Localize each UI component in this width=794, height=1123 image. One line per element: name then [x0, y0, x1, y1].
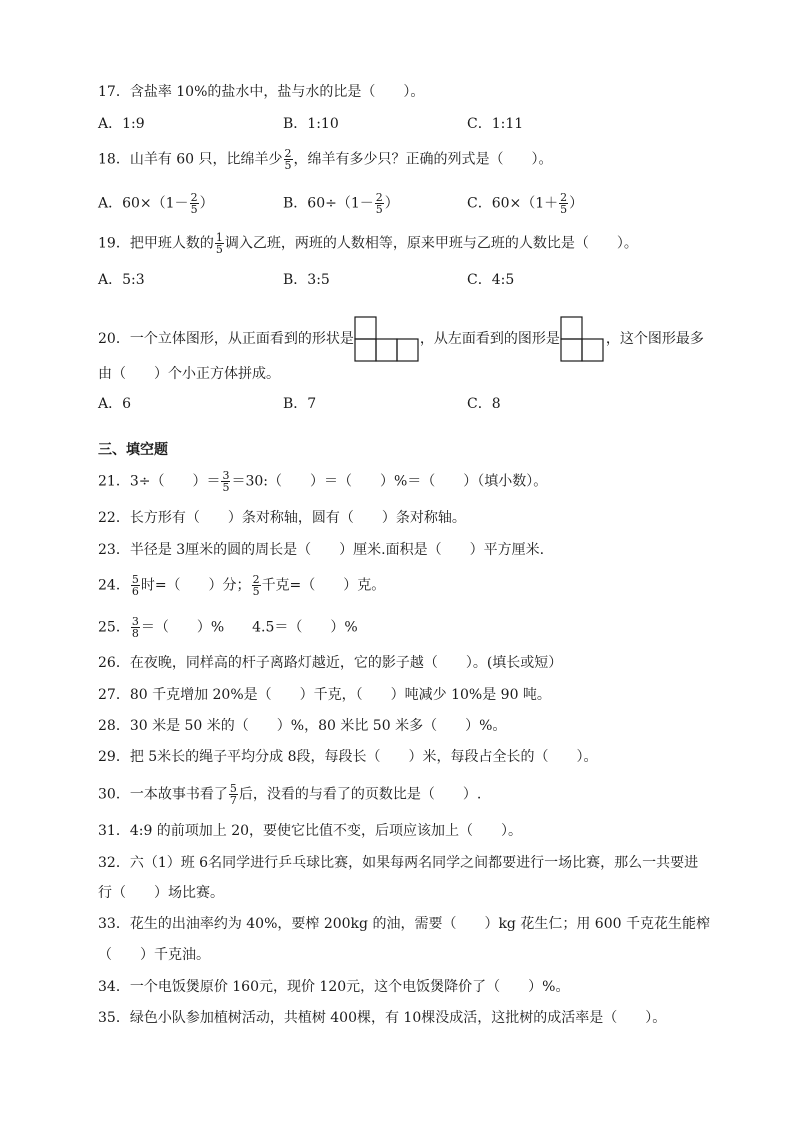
question-28: 28．30 米是 50 米的（ ）%，80 米比 50 米多（ ）%。: [98, 718, 507, 734]
q30-fraction: [229, 783, 238, 806]
q20-option-b: B．7: [283, 396, 317, 412]
question-33-line-1: 33．花生的出油率约为 40%，要榨 200kg 的油，需要（ ）kg 花生仁；用 600 千克花生能榨: [98, 916, 710, 932]
question-33-line-2: （ ）千克油。: [98, 947, 210, 963]
q18-option-c: [467, 192, 583, 215]
q18-option-a-fraction: [190, 192, 199, 215]
question-26: 26．在夜晚，同样高的杆子离路灯越近，它的影子越（ ）。(填长或短）: [98, 655, 563, 671]
question-24: [98, 574, 734, 597]
q18-option-c-end: ）: [569, 195, 584, 212]
q24-text-middle: 时=（ ）分；: [140, 577, 251, 594]
q20-text-middle: ，从左面看到的图形是: [419, 331, 560, 347]
q24-fraction-hours-denominator: 6: [131, 585, 139, 598]
question-29: 29．把 5米长的绳子平均分成 8段，每段长（ ）米，每段占全长的（ ）。: [98, 749, 598, 765]
q25-text-end: ＝（ ）% 4.5＝（ ）%: [140, 619, 358, 636]
q18-fraction-denominator: 5: [284, 159, 292, 172]
question-20: [98, 316, 734, 362]
q19-text-start: 19．把甲班人数的: [98, 235, 214, 252]
q21-fraction: [221, 470, 230, 493]
q18-option-b-start: B．60÷（1－: [283, 195, 374, 212]
q24-text-start: 24．: [98, 577, 130, 594]
q24-text-end: 千克=（ ）克。: [261, 577, 386, 594]
q18-option-a-fraction-numerator: 2: [190, 191, 198, 204]
q21-fraction-denominator: 5: [222, 481, 230, 494]
q21-text-end: ＝30:（ ）＝（ ）%＝（ ）（填小数）。: [231, 473, 548, 490]
question-32-line-2: 行（ ）场比赛。: [98, 885, 224, 901]
q25-fraction: [131, 616, 140, 639]
q19-option-c: C．4:5: [467, 272, 515, 288]
q18-option-c-fraction-numerator: 2: [560, 191, 568, 204]
question-27: 27．80 千克增加 20%是（ ）千克，（ ）吨减少 10%是 90 吨。: [98, 687, 551, 703]
q17-option-c: C．1:11: [467, 116, 524, 132]
q18-fraction: [284, 148, 293, 171]
q19-fraction-numerator: 1: [215, 231, 223, 244]
question-32-line-1: 32．六（1）班 6名同学进行乒乓球比赛，如果每两名同学之间都要进行一场比赛，那么一共要进: [98, 855, 699, 871]
q24-fraction-hours-numerator: 5: [131, 573, 139, 586]
q18-option-c-start: C．60×（1＋: [467, 195, 559, 212]
question-34: 34．一个电饭煲原价 160元，现价 120元，这个电饭煲降价了（ ）%。: [98, 979, 570, 995]
left-view-diagram: [560, 316, 606, 362]
q18-option-c-fraction: [559, 192, 568, 215]
q18-option-a: [98, 192, 214, 215]
question-30: [98, 783, 734, 806]
question-23: 23．半径是 3厘米的圆的周长是（ ）厘米.面积是（ ）平方厘米.: [98, 542, 545, 558]
question-35: 35．绿色小队参加植树活动，共植树 400棵，有 10棵没成活，这批树的成活率是（ ）。: [98, 1010, 667, 1026]
question-18: [98, 148, 734, 171]
q25-fraction-numerator: 3: [131, 615, 139, 628]
q18-option-b-fraction-denominator: 5: [375, 203, 383, 216]
question-21: [98, 470, 734, 493]
q21-text-start: 21．3÷（ ）＝: [98, 473, 221, 490]
q18-text-end: ，绵羊有多少只？正确的列式是（ ）。: [293, 151, 553, 168]
front-view-diagram: [354, 316, 420, 362]
q19-fraction-denominator: 5: [215, 243, 223, 256]
q18-option-a-end: ）: [199, 195, 214, 212]
q25-fraction-denominator: 8: [131, 627, 139, 640]
q18-option-b-end: ）: [384, 195, 399, 212]
q20-text-end: ，这个图形最多: [605, 331, 704, 347]
q21-fraction-numerator: 3: [222, 469, 230, 482]
q30-text-start: 30．一本故事书看了: [98, 786, 228, 803]
q30-text-end: 后，没看的与看了的页数比是（ ）.: [238, 786, 482, 803]
q25-text-start: 25．: [98, 619, 130, 636]
q24-fraction-kg: [252, 574, 261, 597]
q20-text-start: 20．一个立体图形，从正面看到的形状是: [98, 331, 354, 347]
q18-text-start: 18．山羊有 60 只，比绵羊少: [98, 151, 283, 168]
q18-option-b-fraction: [375, 192, 384, 215]
q20-option-a: A．6: [98, 396, 132, 412]
question-20-line-2: 由（ ）个小正方体拼成。: [98, 366, 280, 382]
q19-text-end: 调入乙班，两班的人数相等，原来甲班与乙班的人数比是（ ）。: [224, 235, 638, 252]
q30-fraction-denominator: 7: [229, 794, 237, 807]
question-25: [98, 616, 734, 639]
q24-fraction-kg-denominator: 5: [252, 585, 260, 598]
q18-option-b-fraction-numerator: 2: [375, 191, 383, 204]
section-heading-fill-in: 三、填空题: [98, 442, 168, 458]
q17-option-b: B．1:10: [283, 116, 339, 132]
q19-option-a: A．5:3: [98, 272, 145, 288]
q17-option-a: A．1:9: [98, 116, 145, 132]
question-22: 22．长方形有（ ）条对称轴，圆有（ ）条对称轴。: [98, 510, 466, 526]
q18-option-b: [283, 192, 399, 215]
q20-option-c: C．8: [467, 396, 501, 412]
q18-option-a-fraction-denominator: 5: [190, 203, 198, 216]
q18-fraction-numerator: 2: [284, 147, 292, 160]
question-19: [98, 232, 734, 255]
q19-option-b: B．3:5: [283, 272, 330, 288]
q24-fraction-hours: [131, 574, 140, 597]
q18-option-a-start: A．60×（1－: [98, 195, 189, 212]
q30-fraction-numerator: 5: [229, 782, 237, 795]
q19-fraction: [215, 232, 224, 255]
question-17: 17．含盐率 10%的盐水中，盐与水的比是（ ）。: [98, 84, 425, 100]
q18-option-c-fraction-denominator: 5: [560, 203, 568, 216]
q24-fraction-kg-numerator: 2: [252, 573, 260, 586]
question-31: 31．4:9 的前项加上 20，要使它比值不变，后项应该加上（ ）。: [98, 823, 523, 839]
